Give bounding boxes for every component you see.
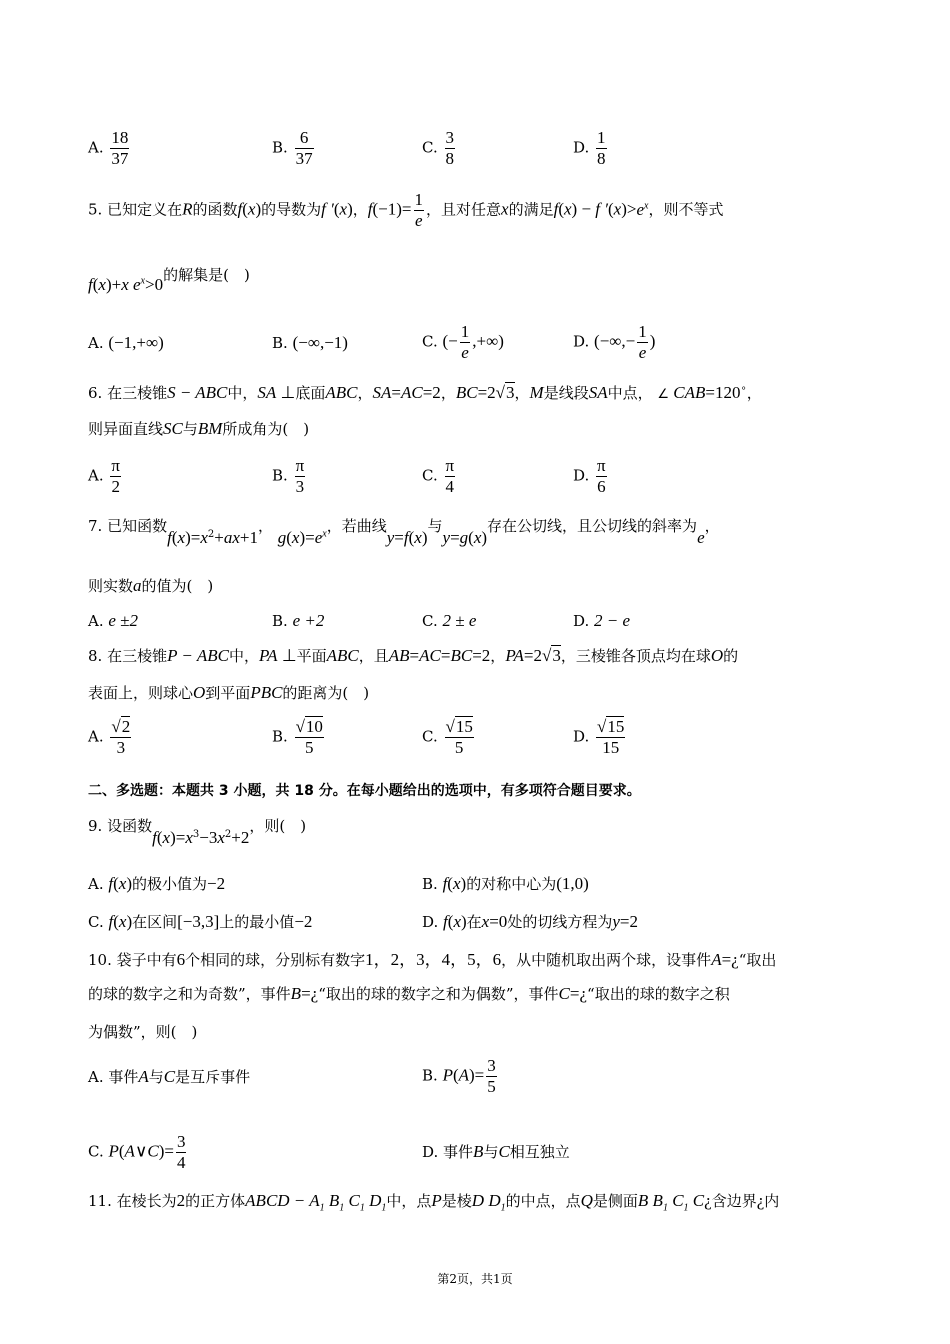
q9-option-b[interactable]: B. f(x)的对称中心为(1,0) — [422, 874, 589, 893]
fraction: $\frac{1}{e}$ — [414, 190, 423, 230]
q10-option-c[interactable]: C. P(A∨C)= $\frac{3}{4}$ — [88, 1132, 186, 1172]
q4-option-d[interactable]: D. $\frac{1}{8}$ — [573, 128, 606, 168]
q8-option-a[interactable]: A. $\frac{√2}{3}$ — [88, 717, 131, 757]
q8-stem-line1: 8. 在三棱锥P − ABC中，PA ⊥平面ABC，且AB=AC=BC=2，PA=2√3，三棱锥各顶点均在球O的 — [88, 646, 739, 665]
q5-option-d[interactable]: D. (−∞,− $\frac{1}{e}$ ) — [573, 322, 656, 362]
fraction: $\frac{√2}{3}$ — [111, 717, 131, 757]
q6-option-d[interactable]: D. $\frac{\pi}{6}$ — [573, 456, 606, 496]
q4-option-c[interactable]: C. $\frac{3}{8}$ — [422, 128, 454, 168]
fraction: $\frac{1}{8}$ — [597, 128, 606, 168]
fraction: $\frac{6}{37}$ — [295, 128, 313, 168]
fraction: $\frac{√10}{5}$ — [295, 717, 323, 757]
fraction: $\frac{√15}{5}$ — [445, 717, 473, 757]
page-footer: 第2页，共1页 — [437, 1272, 513, 1286]
q6-option-a[interactable]: A. $\frac{\pi}{2}$ — [88, 456, 120, 496]
q8-option-d[interactable]: D. $\frac{√15}{15}$ — [573, 717, 625, 757]
q6-stem-line1: 6. 在三棱锥S − ABC中，SA ⊥底面ABC，SA=AC=2，BC=2√3，M是线段SA中点， ∠ CAB=120∘， — [88, 383, 762, 402]
q8-stem-line2: 表面上，则球心O到平面PBC的距离为( ) — [88, 683, 370, 702]
q7-option-a[interactable]: A. e ±2 — [88, 611, 139, 630]
fraction: $\frac{\pi}{6}$ — [597, 456, 606, 496]
fraction: $\frac{3}{5}$ — [487, 1056, 496, 1096]
fraction: $\frac{3}{4}$ — [176, 1132, 186, 1172]
fraction: $\frac{\pi}{4}$ — [445, 456, 455, 496]
q10-stem-line1: 10. 袋子中有6个相同的球，分别标有数字1，2，3，4，5，6，从中随机取出两个球，设事件A=¿“取出 — [88, 950, 777, 969]
q6-option-c[interactable]: C. $\frac{\pi}{4}$ — [422, 456, 455, 496]
q10-option-b[interactable]: B. P(A)= $\frac{3}{5}$ — [422, 1056, 496, 1096]
fraction: $\frac{√15}{15}$ — [597, 717, 625, 757]
q5-option-a[interactable]: A. (−1,+∞) — [88, 333, 164, 352]
q10-stem-line2: 的球的数字之和为奇数”，事件B=¿“取出的球的数字之和为偶数”，事件C=¿“取出的球的数字之积 — [88, 984, 730, 1003]
q6-stem-line2: 则异面直线SC与BM所成角为( ) — [88, 419, 310, 438]
q8-option-c[interactable]: C. $\frac{√15}{5}$ — [422, 717, 473, 757]
q5-stem-line1: 5. 已知定义在R的函数f(x)的导数为f ′(x)，f(−1)= $\frac{1}{e}$ ，且对任意x的满足f(x) − f $'(x)>e^x$，则不等式 — [88, 190, 724, 230]
q7-option-c[interactable]: C. 2 ± e — [422, 611, 477, 630]
q7-stem-line1: 7. 已知函数$f(x)=x^2+ax+1$， $g(x)=e^x$，若曲线y=f(x)与y=g(x)存在公切线，且公切线的斜率为e， — [88, 517, 720, 547]
q7-option-b[interactable]: B. e +2 — [272, 611, 325, 630]
fraction: $\frac{\pi}{2}$ — [111, 456, 120, 496]
q11-stem-line1: 11. 在棱长为2的正方体ABCD − $A_1$ $B_1$ $C_1$ $D_1$中，点P是棱D $D_1$的中点，点Q是侧面B $B_1$ $C_1$ C¿含边界¿内 — [88, 1191, 780, 1214]
q10-option-d[interactable]: D. 事件B与C相互独立 — [422, 1142, 570, 1161]
fraction: $\frac{1}{e}$ — [460, 322, 470, 362]
q4-option-a[interactable]: A. $\frac{18}{37}$ — [88, 128, 129, 168]
fraction: $\frac{18}{37}$ — [111, 128, 129, 168]
fraction: $\frac{\pi}{3}$ — [295, 456, 305, 496]
q8-option-b[interactable]: B. $\frac{√10}{5}$ — [272, 717, 323, 757]
section-title: 二、多选题：本题共 3 小题，共 18 分。在每小题给出的选项中，有多项符合题目要求。 — [88, 783, 641, 799]
q9-option-d[interactable]: D. f(x)在x=0处的切线方程为y=2 — [422, 912, 638, 931]
q7-option-d[interactable]: D. 2 − e — [573, 611, 631, 630]
q7-stem-line2: 则实数a的值为( ) — [88, 576, 214, 595]
q5-option-b[interactable]: B. (−∞,−1) — [272, 333, 348, 352]
fraction: $\frac{3}{8}$ — [445, 128, 454, 168]
q6-option-b[interactable]: B. $\frac{\pi}{3}$ — [272, 456, 305, 496]
q9-option-c[interactable]: C. f(x)在区间[−3,3]上的最小值−2 — [88, 912, 313, 931]
q10-stem-line3: 为偶数”，则( ) — [88, 1023, 198, 1041]
q5-stem-line2: f(x)+x $e^x>0$的解集是( ) — [88, 266, 250, 294]
q4-option-b[interactable]: B. $\frac{6}{37}$ — [272, 128, 313, 168]
q9-stem: 9. 设函数$f(x)=x^3-3x^2+2$，则( ) — [88, 817, 307, 847]
fraction: $\frac{1}{e}$ — [638, 322, 647, 362]
q5-option-c[interactable]: C. (− $\frac{1}{e}$ ,+∞) — [422, 322, 504, 362]
q10-option-a[interactable]: A. 事件A与C是互斥事件 — [88, 1067, 251, 1086]
q9-option-a[interactable]: A. f(x)的极小值为−2 — [88, 874, 226, 893]
